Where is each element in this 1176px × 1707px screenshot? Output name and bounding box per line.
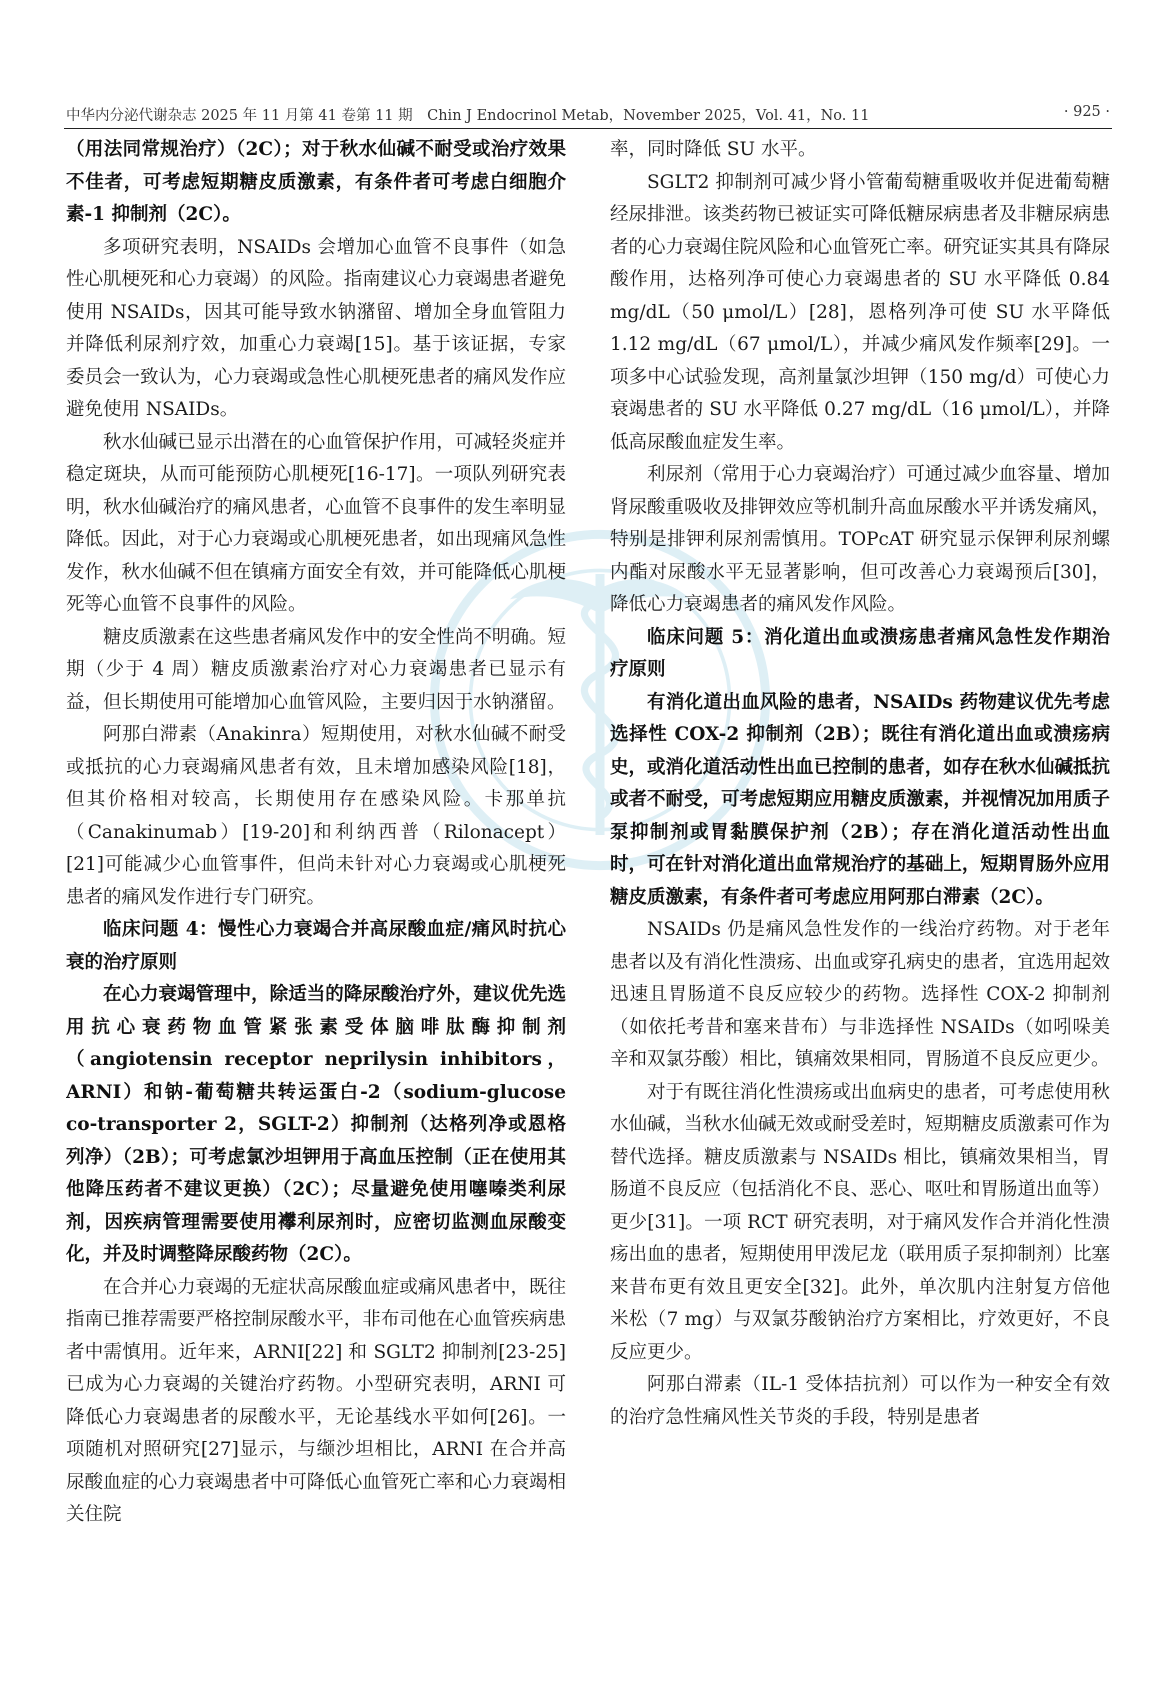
body-paragraph: NSAIDs 仍是痛风急性发作的一线治疗药物。对于老年患者以及有消化性溃疡、出血或穿孔病史的患者，宜选用起效迅速且胃肠道不良反应较少的药物。选择性 COX-2 抑制剂（如依托考昔和塞来昔布）与非选择性 NSAIDs（如吲哚美辛和双氯芬酸）相比，镇痛效果相同，胃肠道不良反应更少。 — [610, 919, 1110, 1070]
body-paragraph: 阿那白滞素（IL-1 受体拮抗剂）可以作为一种安全有效的治疗急性痛风性关节炎的手段，特别是患者 — [610, 1374, 1110, 1428]
recommendation-paragraph: （用法同常规治疗）（2C）；对于秋水仙碱不耐受或治疗效果不佳者，可考虑短期糖皮质激素，有条件者可考虑白细胞介素-1 抑制剂（2C）。 — [66, 139, 566, 225]
body-paragraph: 对于有既往消化性溃疡或出血病史的患者，可考虑使用秋水仙碱，当秋水仙碱无效或耐受差时，短期糖皮质激素可作为替代选择。糖皮质激素与 NSAIDs 相比，镇痛效果相当，胃肠道不良反应（包括消化不良、恶心、呕吐和胃肠道出血等）更少[31]。一项 RCT 研究表明，对于痛风发作合并消化性溃疡出血的患者，短期使用甲泼尼龙（联用质子泵抑制剂）比塞来昔布更有效且更安全[32]。此外，单次肌内注射复方倍他米松（7 mg）与双氯芬酸钠治疗方案相比，疗效更好，不良反应更少。 — [610, 1081, 1110, 1363]
journal-citation-line: 中华内分泌代谢杂志 2025 年 11 月第 41 卷第 11 期 Chin J Endocrinol Metab，November 2025，Vol. 41，No. 11 — [66, 108, 870, 124]
page-number: · 925 · — [1063, 104, 1110, 120]
left-column — [66, 134, 566, 1694]
running-header — [66, 104, 1110, 126]
body-paragraph: 在合并心力衰竭的无症状高尿酸血症或痛风患者中，既往指南已推荐需要严格控制尿酸水平，非布司他在心血管疾病患者中需慎用。近年来，ARNI[22] 和 SGLT2 抑制剂[23-25]已成为心力衰竭的关键治疗药物。小型研究表明，ARNI 可降低心力衰竭患者的尿酸水平，无论基线水平如何[26]。一项随机对照研究[27]显示，与缬沙坦相比，ARNI 在合并高尿酸血症的心力衰竭患者中可降低心血管死亡率和心力衰竭相关住院 — [66, 1276, 566, 1525]
right-column — [610, 134, 1110, 1694]
body-paragraph: 阿那白滞素（Anakinra）短期使用，对秋水仙碱不耐受或抵抗的心力衰竭痛风患者有效，且未增加感染风险[18]，但其价格相对较高，长期使用存在感染风险。卡那单抗（Canakinumab）[19-20]和利纳西普（Rilonacept）[21]可能减少心血管事件，但尚未针对心力衰竭或心肌梗死患者的痛风发作进行专门研究。 — [66, 724, 566, 908]
header-rule — [64, 128, 1112, 129]
body-paragraph: 利尿剂（常用于心力衰竭治疗）可通过减少血容量、增加肾尿酸重吸收及排钾效应等机制升高血尿酸水平并诱发痛风，特别是排钾利尿剂需慎用。TOPcAT 研究显示保钾利尿剂螺内酯对尿酸水平无显著影响，但可改善心力衰竭预后[30]，降低心力衰竭患者的痛风发作风险。 — [610, 464, 1110, 615]
body-paragraph: 多项研究表明，NSAIDs 会增加心血管不良事件（如急性心肌梗死和心力衰竭）的风险。指南建议心力衰竭患者避免使用 NSAIDs，因其可能导致水钠潴留、增加全身血管阻力并降低利尿剂疗效，加重心力衰竭[15]。基于该证据，专家委员会一致认为，心力衰竭或急性心肌梗死患者的痛风发作应避免使用 NSAIDs。 — [66, 236, 566, 420]
section-heading: 临床问题 4：慢性心力衰竭合并高尿酸血症/痛风时抗心衰的治疗原则 — [66, 919, 566, 973]
body-paragraph: SGLT2 抑制剂可减少肾小管葡萄糖重吸收并促进葡萄糖经尿排泄。该类药物已被证实可降低糖尿病患者及非糖尿病患者的心力衰竭住院风险和心血管死亡率。研究证实其具有降尿酸作用，达格列净可使心力衰竭患者的 SU 水平降低 0.84 mg/dL（50 μmol/L）[28]，恩格列净可使 SU 水平降低 1.12 mg/dL（67 μmol/L），并减少痛风发作频率[29]。一项多中心试验发现，高剂量氯沙坦钾（150 mg/d）可使心力衰竭患者的 SU 水平降低 0.27 mg/dL（16 μmol/L），并降低高尿酸血症发生率。 — [610, 171, 1110, 453]
section-heading: 临床问题 5：消化道出血或溃疡患者痛风急性发作期治疗原则 — [610, 626, 1110, 680]
recommendation-paragraph: 在心力衰竭管理中，除适当的降尿酸治疗外，建议优先选用抗心衰药物血管紧张素受体脑啡肽酶抑制剂（angiotensin receptor neprilysin inhibitors，ARNI）和钠-葡萄糖共转运蛋白-2（sodium-glucose co-transporter 2，SGLT-2）抑制剂（达格列净或恩格列净）（2B）；可考虑氯沙坦钾用于高血压控制（正在使用其他降压药者不建议更换）（2C）；尽量避免使用噻嗪类利尿剂，因疾病管理需要使用襻利尿剂时，应密切监测血尿酸变化，并及时调整降尿酸药物（2C）。 — [66, 984, 566, 1265]
body-paragraph: 糖皮质激素在这些患者痛风发作中的安全性尚不明确。短期（少于 4 周）糖皮质激素治疗对心力衰竭患者已显示有益，但长期使用可能增加心血管风险，主要归因于水钠潴留。 — [66, 626, 566, 713]
body-paragraph: 率，同时降低 SU 水平。 — [610, 139, 817, 160]
recommendation-paragraph: 有消化道出血风险的患者，NSAIDs 药物建议优先考虑选择性 COX-2 抑制剂（2B）；既往有消化道出血或溃疡病史，或消化道活动性出血已控制的患者，如存在秋水仙碱抵抗或者不耐受，可考虑短期应用糖皮质激素，并视情况加用质子泵抑制剂或胃黏膜保护剂（2B）；存在消化道活动性出血时，可在针对消化道出血常规治疗的基础上，短期胃肠外应用糖皮质激素，有条件者可考虑应用阿那白滞素（2C）。 — [610, 691, 1110, 908]
body-paragraph: 秋水仙碱已显示出潜在的心血管保护作用，可减轻炎症并稳定斑块，从而可能预防心肌梗死[16-17]。一项队列研究表明，秋水仙碱治疗的痛风患者，心血管不良事件的发生率明显降低。因此，对于心力衰竭或心肌梗死患者，如出现痛风急性发作，秋水仙碱不但在镇痛方面安全有效，并可能降低心肌梗死等心血管不良事件的风险。 — [66, 431, 566, 615]
